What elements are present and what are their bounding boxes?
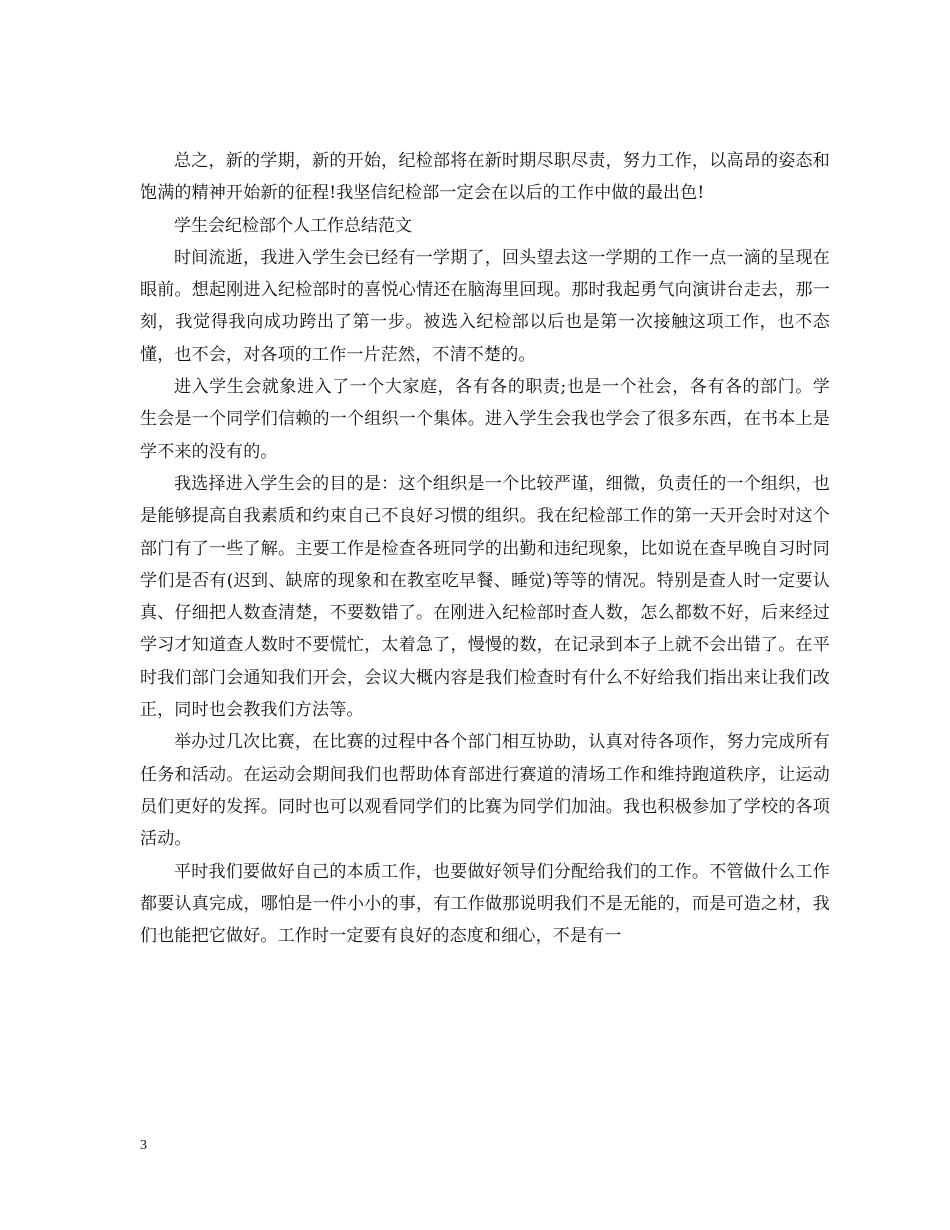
paragraph-purpose: 我选择进入学生会的目的是：这个组织是一个比较严谨，细微，负责任的一个组织，也是能够提高自我素质和约束自己不良好习惯的组织。我在纪检部工作的第一天开会时对这个部门有了一些了解。主要工作是检查各班同学的出勤和违纪现象，比如说在查早晚自习时同学们是否有(迟到、缺席的现象和在教室吃早餐、睡觉)等等的情况。特别是查人时一定要认真、仔细把人数查清楚，不要数错了。在刚进入纪检部时查人数，怎么都数不好，后来经过学习才知道查人数时不要慌忙，太着急了，慢慢的数，在记录到本子上就不会出错了。在平时我们部门会通知我们开会，会议大概内容是我们检查时有什么不好给我们指出来让我们改正，同时也会教我们方法等。 [140,473,830,721]
paragraph-competitions: 举办过几次比赛，在比赛的过程中各个部门相互协助，认真对待各项作，努力完成所有任务和活动。在运动会期间我们也帮助体育部进行赛道的清场工作和维持跑道秩序，让运动员们更好的发挥。同时也可以观看同学们的比赛为同学们加油。我也积极参加了学校的各项活动。 [140,732,830,850]
page-number: 3 [140,1138,147,1153]
paragraph-conclusion: 总之，新的学期，新的开始，纪检部将在新时期尽职尽责，努力工作，以高昂的姿态和饱满的精神开始新的征程!我坚信纪检部一定会在以后的工作中做的最出色! [140,151,830,204]
section-heading: 学生会纪检部个人工作总结范文 [174,215,412,236]
paragraph-intro: 时间流逝，我进入学生会已经有一学期了，回头望去这一学期的工作一点一滴的呈现在眼前。想起刚进入纪检部时的喜悦心情还在脑海里回现。那时我起勇气向演讲台走去，那一刻，我觉得我向成功跨出了第一步。被选入纪检部以后也是第一次接触这项工作，也不态懂，也不会，对各项的工作一片茫然，不清不楚的。 [140,247,830,365]
paragraph-family: 进入学生会就象进入了一个大家庭，各有各的职责;也是一个社会，各有各的部门。学生会是一个同学们信赖的一个组织一个集体。进入学生会我也学会了很多东西，在书本上是学不来的没有的。 [140,377,830,462]
paragraph-daily-work: 平时我们要做好自己的本质工作，也要做好领导们分配给我们的工作。不管做什么工作都要认真完成，哪怕是一件小小的事，有工作做那说明我们不是无能的，而是可造之材，我们也能把它做好。工作时一定要有良好的态度和细心，不是有一 [140,861,830,947]
document-body [140,145,830,952]
